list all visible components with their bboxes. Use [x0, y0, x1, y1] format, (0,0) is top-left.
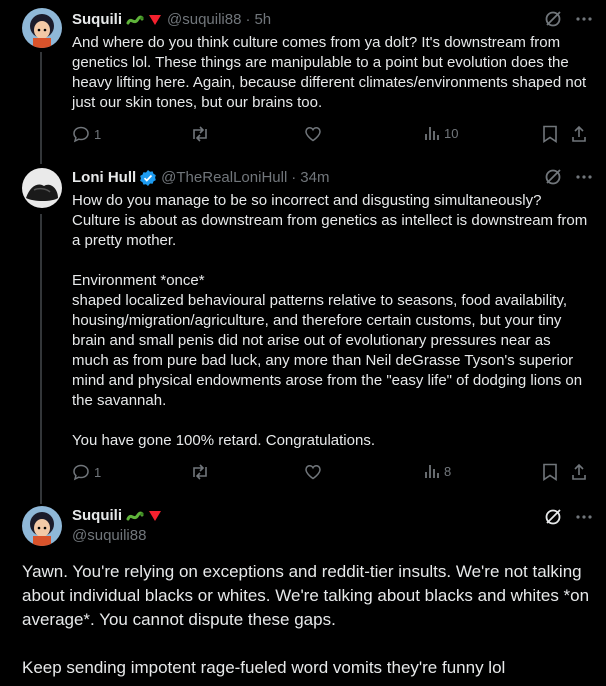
tweet-actions [72, 463, 592, 483]
grok-icon[interactable] [544, 10, 562, 28]
more-icon[interactable] [576, 175, 592, 179]
tweet-paragraph: How do you manage to be so incorrect and disgusting simultaneously? Culture is about as downstream from genetics as intellect is downstream from a pretty mother. [72, 192, 588, 249]
author-name[interactable]: Loni Hull [72, 169, 137, 186]
bookmark-icon [542, 125, 558, 143]
repost-icon [190, 125, 210, 143]
handle-row [72, 526, 146, 546]
reply-button[interactable] [72, 463, 101, 481]
tweet-header [72, 10, 271, 30]
tweet-top-actions [544, 10, 592, 28]
timestamp[interactable]: 5h [254, 11, 272, 28]
reply-count: 1 [94, 464, 102, 480]
thread-line [40, 52, 42, 158]
tweet-suquili-focused [0, 492, 606, 686]
share-button[interactable] [570, 463, 588, 481]
bookmark-icon [542, 463, 558, 481]
grok-icon[interactable] [544, 508, 562, 526]
tweet-header [72, 506, 163, 526]
tweet-header [72, 168, 329, 188]
author-handle[interactable]: @suquili88 [167, 11, 242, 28]
tweet-suquili-1 [0, 0, 606, 158]
more-icon[interactable] [576, 17, 592, 21]
avatar[interactable] [22, 168, 62, 208]
views-button[interactable] [424, 463, 451, 479]
more-icon[interactable] [576, 515, 592, 519]
thread-line-top [40, 492, 42, 504]
tweet-paragraph: You have gone 100% retard. Congratulations. [72, 432, 375, 449]
reply-button[interactable] [72, 125, 101, 143]
separator-dot: · [245, 11, 251, 28]
timestamp[interactable]: 34m [300, 169, 330, 186]
views-count: 8 [444, 463, 452, 479]
thread-line-top [40, 158, 42, 164]
thread-line [40, 214, 42, 492]
repost-icon [190, 463, 210, 481]
tweet-text [22, 560, 592, 680]
tweet-text [72, 191, 590, 451]
repost-button[interactable] [190, 463, 210, 481]
author-name[interactable]: Suquili [72, 11, 122, 28]
like-button[interactable] [304, 463, 322, 481]
tweet-paragraph: shaped localized behavioural patterns relative to seasons, food availability, housing/migration/agriculture, and therefore certain customs, but your tiny brain and small penis did not arise out of evolutionary pressures near as much as from pure bad luck, any more than Neil deGrasse Tyson's superior mind and physical endowments arose from the "easy life" of dodging lions on the savannah. [72, 292, 583, 409]
views-count: 10 [444, 125, 459, 141]
red-triangle-icon [149, 511, 161, 521]
views-button[interactable] [424, 125, 458, 141]
share-icon [570, 125, 588, 143]
tweet-paragraph: Yawn. You're relying on exceptions and reddit-tier insults. We're not talking about individual blacks or whites. We're talking about blacks and whites *on average*. You cannot dispute these gaps. [22, 562, 590, 629]
tweet-text: And where do you think culture comes from ya dolt? It's downstream from genetics lol. These things are manipulable to a point but evolution does the heavy lifting here. Again, because different climates/environments shaped not just our skin tones, but our brains too. [72, 34, 587, 111]
heart-icon [304, 125, 322, 143]
snake-emoji-icon [126, 12, 144, 28]
views-icon [424, 463, 440, 479]
views-icon [424, 125, 440, 141]
bookmark-button[interactable] [542, 463, 558, 481]
heart-icon [304, 463, 322, 481]
avatar[interactable] [22, 8, 62, 48]
grok-icon[interactable] [544, 168, 562, 186]
repost-button[interactable] [190, 125, 210, 143]
bookmark-button[interactable] [542, 125, 558, 143]
tweet-top-actions [544, 508, 592, 526]
tweet-paragraph: Environment *once* [72, 272, 205, 289]
author-name[interactable]: Suquili [72, 507, 122, 524]
verified-badge-icon [139, 169, 157, 187]
separator-dot: · [291, 169, 297, 186]
share-icon [570, 463, 588, 481]
reply-icon [72, 125, 90, 143]
tweet-lonihull [0, 158, 606, 492]
avatar[interactable] [22, 506, 62, 546]
snake-emoji-icon [126, 508, 144, 524]
reply-icon [72, 463, 90, 481]
author-handle[interactable]: @TheRealLoniHull [161, 169, 288, 186]
like-button[interactable] [304, 125, 322, 143]
author-handle[interactable]: @suquili88 [72, 527, 147, 544]
tweet-top-actions [544, 168, 592, 186]
red-triangle-icon [149, 15, 161, 25]
tweet-paragraph: Keep sending impotent rage-fueled word vomits they're funny lol [22, 658, 506, 677]
reply-count: 1 [94, 126, 102, 142]
share-button[interactable] [570, 125, 588, 143]
tweet-actions [72, 125, 592, 145]
